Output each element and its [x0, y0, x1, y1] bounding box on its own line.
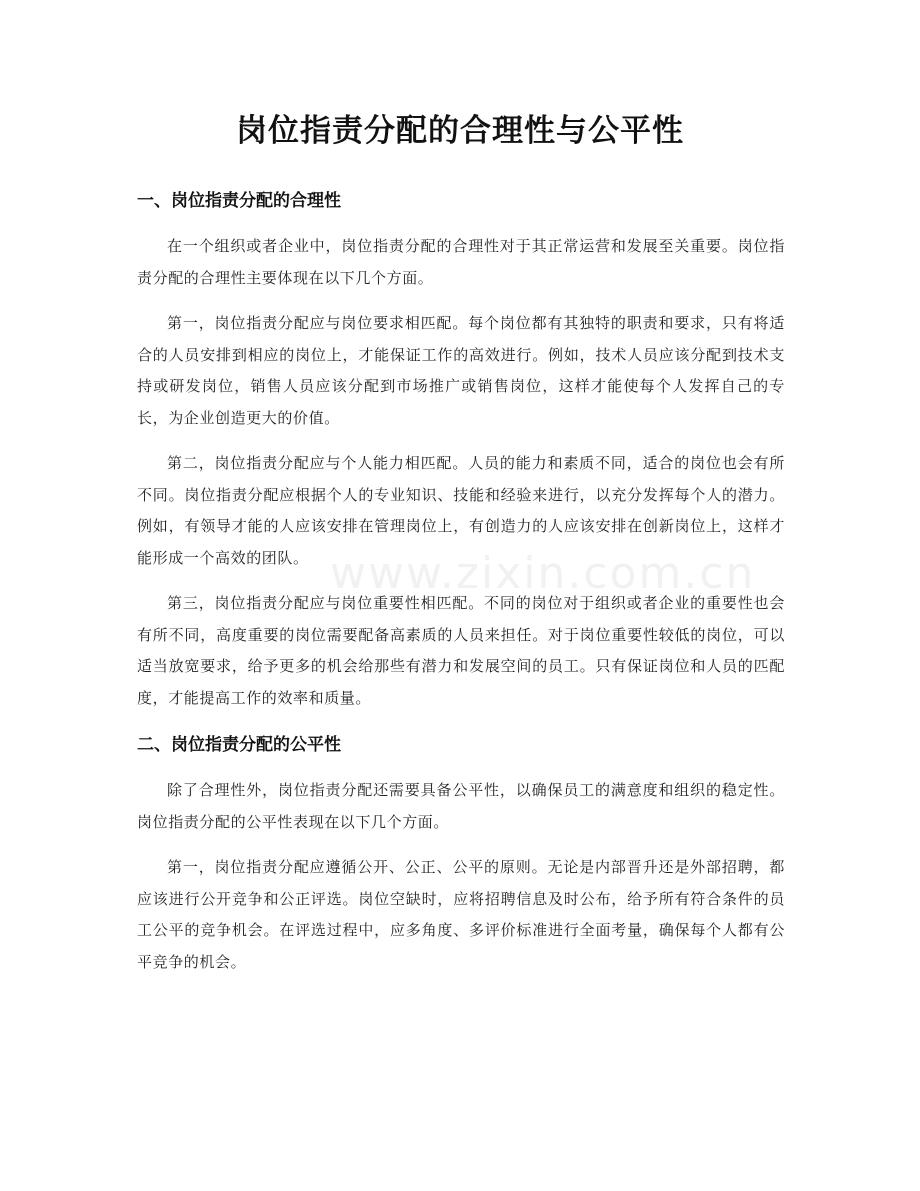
- paragraph: 第二，岗位指责分配应与个人能力相匹配。人员的能力和素质不同，适合的岗位也会有所不同。岗位指责分配应根据个人的专业知识、技能和经验来进行，以充分发挥每个人的潜力。例如，有领导才能的人应该安排在管理岗位上，有创造力的人应该安排在创新岗位上，这样才能形成一个高效的团队。: [137, 454, 785, 567]
- section-fairness: [137, 728, 785, 978]
- watermark: www.zixin.com.cn: [330, 548, 756, 599]
- paragraph: 在一个组织或者企业中，岗位指责分配的合理性对于其正常运营和发展至关重要。岗位指责分配的合理性主要体现在以下几个方面。: [137, 237, 785, 287]
- section-rationality: [137, 184, 785, 714]
- section-heading: 二、岗位指责分配的公平性: [137, 735, 341, 755]
- document-body: [137, 184, 785, 992]
- paragraph: 第一，岗位指责分配应遵循公开、公正、公平的原则。无论是内部晋升还是外部招聘，都应该进行公开竞争和公正评选。岗位空缺时，应将招聘信息及时公布，给予所有符合条件的员工公平的竞争机会。在评选过程中，应多角度、多评价标准进行全面考量，确保每个人都有公平竞争的机会。: [137, 858, 785, 971]
- paragraph: 第一，岗位指责分配应与岗位要求相匹配。每个岗位都有其独特的职责和要求，只有将适合的人员安排到相应的岗位上，才能保证工作的高效进行。例如，技术人员应该分配到技术支持或研发岗位，销售人员应该分配到市场推广或销售岗位，这样才能使每个人发挥自己的专长，为企业创造更大的价值。: [137, 314, 785, 427]
- paragraph: 除了合理性外，岗位指责分配还需要具备公平性，以确保员工的满意度和组织的稳定性。岗位指责分配的公平性表现在以下几个方面。: [137, 781, 785, 831]
- page-title: 岗位指责分配的合理性与公平性: [236, 113, 684, 149]
- section-heading: 一、岗位指责分配的合理性: [137, 191, 341, 211]
- paragraph: 第三，岗位指责分配应与岗位重要性相匹配。不同的岗位对于组织或者企业的重要性也会有所不同，高度重要的岗位需要配备高素质的人员来担任。对于岗位重要性较低的岗位，可以适当放宽要求，给予更多的机会给那些有潜力和发展空间的员工。只有保证岗位和人员的匹配度，才能提高工作的效率和质量。: [137, 594, 785, 707]
